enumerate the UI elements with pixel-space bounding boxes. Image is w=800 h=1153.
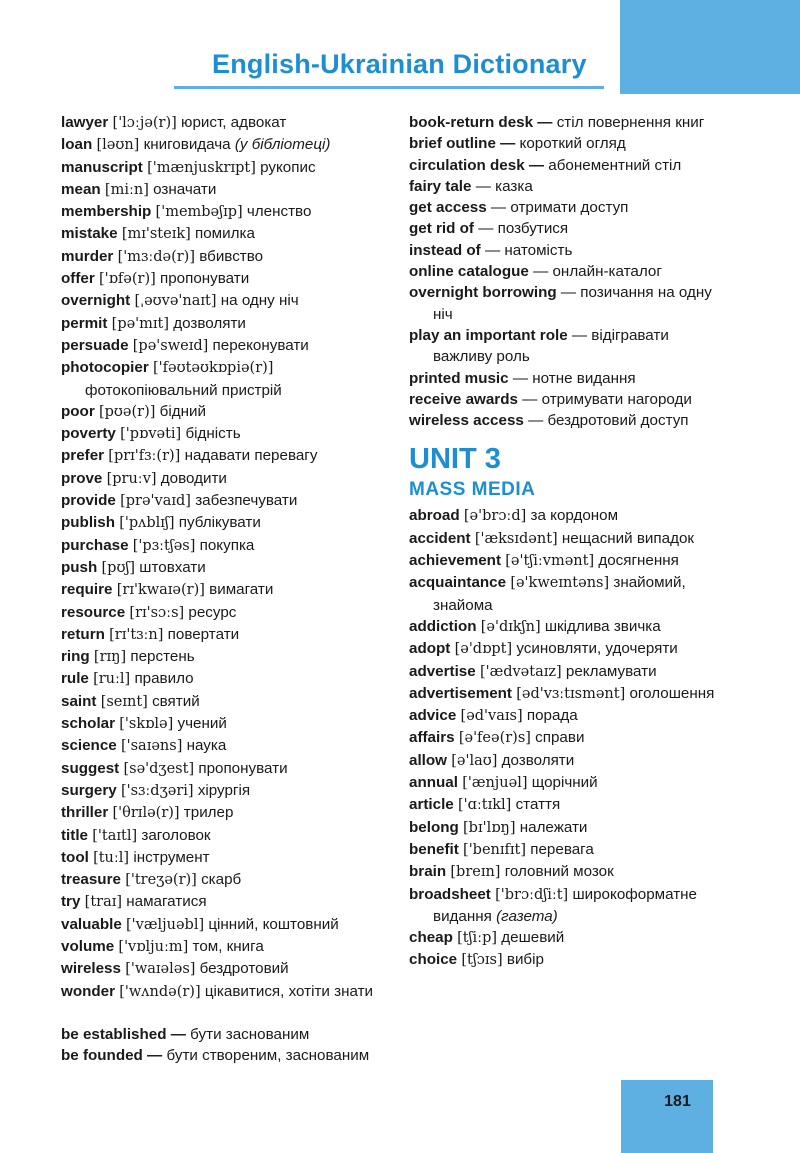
- translation: справи: [535, 729, 585, 747]
- headword: manuscript: [61, 158, 143, 176]
- translation: вбивство: [199, 247, 264, 265]
- headword: treasure: [61, 871, 121, 889]
- transcription: ['fəʊtəʊkɒpiə(r)]: [152, 360, 274, 377]
- transcription: [rɪ'tɜːn]: [109, 626, 164, 643]
- phrase-entry: [409, 389, 729, 410]
- phrase: printed music: [409, 369, 509, 387]
- headword: permit: [61, 314, 108, 332]
- dictionary-entry: [61, 579, 386, 601]
- headword: mistake: [61, 225, 118, 243]
- headword: annual: [409, 774, 458, 792]
- transcription: [bɪ'lɒŋ]: [463, 819, 516, 836]
- translation: дешевий: [501, 929, 565, 947]
- translation: означати: [153, 180, 217, 198]
- dictionary-entry: [409, 794, 729, 816]
- translation: досягнення: [598, 552, 679, 570]
- page-number-box: [621, 1080, 713, 1153]
- phrase-entry: [61, 1024, 386, 1045]
- transcription: [ə'brɔːd]: [463, 508, 527, 525]
- headword: addiction: [409, 617, 477, 635]
- dictionary-entry: [409, 528, 729, 550]
- headword: title: [61, 826, 89, 844]
- translation: бути заснованим: [190, 1025, 310, 1043]
- transcription: ['saɪəns]: [120, 738, 183, 755]
- translation: вимагати: [209, 581, 274, 599]
- dictionary-entry: [61, 357, 386, 401]
- headword: poverty: [61, 425, 116, 443]
- dictionary-entry: [61, 290, 386, 312]
- translation: — нотне видання: [512, 369, 636, 387]
- headword: require: [61, 581, 113, 599]
- translation: учений: [177, 715, 227, 733]
- translation: абонементний стіл: [548, 156, 682, 174]
- dictionary-entry: [61, 981, 386, 1003]
- phrase: online catalogue: [409, 263, 529, 281]
- dictionary-entry: [409, 661, 729, 683]
- transcription: ['pɜːtʃəs]: [132, 537, 196, 554]
- transcription: [ləʊn]: [96, 137, 140, 154]
- translation: цінний, коштовний: [208, 915, 339, 933]
- headword: photocopier: [61, 359, 149, 377]
- dictionary-entry: [61, 891, 386, 913]
- translation: — казка: [475, 177, 533, 195]
- phrase: be established —: [61, 1025, 186, 1043]
- translation: бідний: [159, 402, 206, 420]
- page-title: English-Ukrainian Dictionary: [212, 49, 587, 79]
- dictionary-entry: [61, 735, 386, 757]
- headword: return: [61, 625, 105, 643]
- transcription: [traɪ]: [84, 894, 123, 911]
- translation: головний мозок: [504, 863, 614, 881]
- transcription: ['benɪfɪt]: [463, 841, 527, 858]
- transcription: [tʃɔɪs]: [461, 952, 503, 969]
- transcription: ['ɒfə(r)]: [98, 271, 156, 288]
- translation: дозволяти: [173, 314, 246, 332]
- phrase: get access: [409, 199, 487, 217]
- translation: повертати: [167, 625, 240, 643]
- dictionary-entry: [409, 705, 729, 727]
- transcription: [rɪŋ]: [93, 649, 127, 666]
- transcription: ['skɒlə]: [119, 716, 174, 733]
- headword: choice: [409, 951, 458, 969]
- translation: забезпечувати: [195, 492, 298, 510]
- dictionary-entry: [61, 223, 386, 245]
- headword: publish: [61, 514, 115, 532]
- transcription: [seɪnt]: [100, 693, 148, 710]
- transcription: [miːn]: [104, 181, 149, 198]
- dictionary-entry: [61, 914, 386, 936]
- translation: заголовок: [141, 826, 211, 844]
- transcription: ['θrɪlə(r)]: [112, 805, 180, 822]
- dictionary-entry: [409, 505, 729, 527]
- phrase: fairy tale: [409, 177, 472, 195]
- dictionary-entry: [61, 401, 386, 423]
- translation: пропонувати: [160, 270, 250, 288]
- transcription: [sə'dʒest]: [123, 760, 195, 777]
- translation: щорічний: [531, 774, 598, 792]
- dictionary-entry: [61, 557, 386, 579]
- dictionary-entry: [61, 825, 386, 847]
- headword: prefer: [61, 447, 105, 465]
- dictionary-entry: [409, 727, 729, 749]
- translation: переконувати: [212, 336, 309, 354]
- phrase: overnight borrowing: [409, 284, 557, 302]
- transcription: [ˌəʊvə'naɪt]: [134, 293, 217, 310]
- transcription: ['ænjuəl]: [462, 775, 528, 792]
- translation: дозволяти: [501, 751, 575, 769]
- dictionary-entry: [61, 624, 386, 646]
- headword: resource: [61, 603, 126, 621]
- transcription: [pruːv]: [106, 470, 157, 487]
- dictionary-entry: [61, 847, 386, 869]
- dictionary-entry: [61, 869, 386, 891]
- unit-title: UNIT 3: [409, 443, 501, 476]
- headword: tool: [61, 848, 89, 866]
- phrase: be founded —: [61, 1047, 163, 1065]
- headword: science: [61, 737, 117, 755]
- headword: volume: [61, 937, 115, 955]
- headword: scholar: [61, 715, 116, 733]
- translation: широкоформатне видання: [433, 885, 697, 925]
- translation: — позбутися: [478, 220, 569, 238]
- headword: broadsheet: [409, 885, 491, 903]
- translation: вибір: [506, 951, 544, 969]
- transcription: ['ɑːtɪkl]: [457, 797, 512, 814]
- headword: lawyer: [61, 114, 109, 131]
- dictionary-entry: [61, 512, 386, 534]
- translation: шкідлива звичка: [544, 617, 661, 635]
- dictionary-entry: [409, 616, 729, 638]
- dictionary-entry: [61, 780, 386, 802]
- dictionary-entry: [61, 335, 386, 357]
- dictionary-entry: [409, 772, 729, 794]
- phrase-entry: [409, 112, 729, 133]
- translation: перевага: [530, 840, 594, 858]
- corner-color-block: [620, 0, 800, 94]
- left-column: [61, 112, 386, 1066]
- transcription: [pə'mɪt]: [111, 315, 170, 332]
- transcription: ['taɪtl]: [92, 827, 138, 844]
- dictionary-entry: [61, 535, 386, 557]
- translation: — бездротовий доступ: [528, 412, 689, 430]
- dictionary-entry: [61, 201, 386, 223]
- phrase-entry: [409, 282, 729, 325]
- translation: на одну ніч: [220, 292, 299, 310]
- headword: acquaintance: [409, 574, 507, 592]
- transcription: [rɪ'kwaɪə(r)]: [116, 582, 205, 599]
- translation: перстень: [130, 648, 195, 666]
- headword: purchase: [61, 536, 129, 554]
- translation: нещасний випадок: [561, 529, 695, 547]
- dictionary-entry: [61, 313, 386, 335]
- headword: advertisement: [409, 684, 512, 702]
- translation: належати: [519, 818, 588, 836]
- transcription: [pə'sweɪd]: [132, 337, 209, 354]
- translation: — онлайн-каталог: [533, 263, 662, 281]
- translation: оголошення: [629, 684, 715, 702]
- translation: бездротовий: [199, 960, 289, 978]
- transcription: [tʃiːp]: [457, 930, 498, 947]
- translation: юрист, адвокат: [181, 114, 287, 131]
- phrase: play an important role: [409, 326, 568, 344]
- translation: цікавитися, хотіти знати: [204, 982, 374, 1000]
- transcription: ['treʒə(r)]: [125, 872, 197, 889]
- dictionary-entry: [61, 423, 386, 445]
- headword: suggest: [61, 759, 120, 777]
- dictionary-entry: [61, 268, 386, 290]
- transcription: ['væljuəbl]: [126, 916, 205, 933]
- dictionary-entry: [409, 572, 729, 616]
- headword: try: [61, 893, 81, 911]
- headword: offer: [61, 270, 95, 288]
- translation: за кордоном: [530, 507, 619, 525]
- dictionary-entry: [61, 936, 386, 958]
- translation: — отримати доступ: [490, 199, 629, 217]
- translation: стіл повернення книг: [556, 114, 705, 131]
- transcription: ['waɪələs]: [125, 961, 196, 978]
- headword: article: [409, 796, 454, 814]
- transcription: [ə'feə(r)s]: [458, 730, 531, 747]
- phrase-entry: [409, 133, 729, 154]
- translation: фотокопіювальний пристрій: [85, 381, 282, 399]
- headword: advertise: [409, 662, 476, 680]
- transcription: [rɪ'sɔːs]: [129, 604, 185, 621]
- dictionary-entry: [61, 112, 386, 134]
- transcription: ['vɒljuːm]: [118, 938, 189, 955]
- dictionary-entry: [61, 802, 386, 824]
- headword: affairs: [409, 729, 455, 747]
- dictionary-entry: [409, 683, 729, 705]
- unit-subtitle: MASS MEDIA: [409, 479, 536, 501]
- title-underline: [174, 86, 604, 89]
- phrase-entry: [409, 325, 729, 368]
- dictionary-entry: [61, 602, 386, 624]
- headword: belong: [409, 818, 459, 836]
- translation: рекламувати: [565, 662, 657, 680]
- headword: overnight: [61, 292, 131, 310]
- headword: cheap: [409, 929, 453, 947]
- dictionary-entry: [409, 927, 729, 949]
- phrase: brief outline —: [409, 135, 516, 153]
- transcription: [mɪ'steɪk]: [121, 226, 191, 243]
- phrase-entry: [409, 240, 729, 261]
- headword: prove: [61, 469, 103, 487]
- translation: святий: [152, 692, 200, 710]
- headword: valuable: [61, 915, 122, 933]
- headword: adopt: [409, 640, 451, 658]
- translation: — натомість: [484, 241, 573, 259]
- translation: публікувати: [178, 514, 261, 532]
- dictionary-entry: [61, 157, 386, 179]
- dictionary-entry: [409, 949, 729, 971]
- dictionary-entry: [409, 817, 729, 839]
- usage-note: (у бібліотеці): [234, 136, 331, 154]
- transcription: ['wʌndə(r)]: [119, 983, 201, 1000]
- phrase: wireless access: [409, 412, 524, 430]
- translation: короткий огляд: [519, 135, 626, 153]
- right-entries-list: [409, 505, 729, 971]
- headword: provide: [61, 492, 116, 510]
- dictionary-entry: [61, 758, 386, 780]
- dictionary-entry: [61, 646, 386, 668]
- dictionary-entry: [61, 713, 386, 735]
- phrase: circulation desk —: [409, 156, 545, 174]
- translation: бути створеним, заснованим: [166, 1047, 370, 1065]
- transcription: ['pɒvəti]: [120, 426, 182, 443]
- phrase-entry: [409, 155, 729, 176]
- dictionary-entry: [61, 246, 386, 268]
- headword: push: [61, 558, 98, 576]
- translation: усиновляти, удочеряти: [516, 640, 678, 658]
- dictionary-entry: [409, 550, 729, 572]
- headword: rule: [61, 670, 89, 688]
- transcription: [ə'dɒpt]: [454, 641, 513, 658]
- transcription: [pʊʃ]: [101, 559, 136, 576]
- dictionary-entry: [61, 691, 386, 713]
- transcription: ['mɜːdə(r)]: [117, 248, 195, 265]
- headword: mean: [61, 180, 101, 198]
- translation: інструмент: [133, 848, 210, 866]
- transcription: ['brɔːdʃiːt]: [495, 886, 569, 903]
- page-number: 181: [664, 1093, 691, 1110]
- transcription: [ə'kweɪntəns]: [510, 575, 610, 592]
- phrase-entry: [409, 197, 729, 218]
- translation: правило: [134, 670, 194, 688]
- translation: пропонувати: [198, 759, 288, 777]
- headword: accident: [409, 529, 471, 547]
- dictionary-entry: [409, 750, 729, 772]
- transcription: ['lɔːjə(r)]: [112, 115, 177, 131]
- translation: намагатися: [126, 893, 207, 911]
- phrase-entry: [409, 218, 729, 239]
- translation: бідність: [185, 425, 241, 443]
- translation: штовхати: [139, 558, 206, 576]
- headword: murder: [61, 247, 114, 265]
- transcription: [prɪ'fɜː(r)]: [108, 448, 181, 465]
- headword: ring: [61, 648, 90, 666]
- phrase: book-return desk —: [409, 114, 553, 131]
- dictionary-entry: [61, 134, 386, 156]
- right-phrases-list: [409, 112, 729, 431]
- transcription: ['pʌblɪʃ]: [119, 515, 175, 532]
- translation: скарб: [201, 871, 242, 889]
- dictionary-entry: [409, 884, 729, 928]
- translation: хірургія: [197, 781, 251, 799]
- right-column: [409, 112, 729, 972]
- headword: surgery: [61, 781, 117, 799]
- transcription: [əd'vɜːtɪsmənt]: [516, 685, 626, 702]
- dictionary-entry: [409, 839, 729, 861]
- phrase-entry: [409, 368, 729, 389]
- translation: порада: [526, 707, 578, 725]
- headword: brain: [409, 863, 447, 881]
- transcription: [ə'tʃiːvmənt]: [505, 553, 595, 570]
- transcription: [ə'dɪkʃn]: [480, 618, 541, 635]
- translation: — позичання на одну ніч: [433, 284, 712, 323]
- transcription: [tuːl]: [93, 849, 130, 866]
- headword: poor: [61, 402, 95, 420]
- translation: знайомий, знайома: [433, 574, 686, 614]
- translation: доводити: [160, 469, 227, 487]
- translation: — отримувати нагороди: [522, 390, 692, 408]
- headword: thriller: [61, 804, 109, 822]
- dictionary-entry: [61, 958, 386, 980]
- translation: надавати перевагу: [184, 447, 318, 465]
- phrase-entry: [409, 176, 729, 197]
- translation: покупка: [199, 536, 255, 554]
- transcription: [ruːl]: [93, 671, 131, 688]
- transcription: ['sɜːdʒəri]: [120, 782, 194, 799]
- translation: книговидача: [143, 136, 231, 154]
- transcription: [əd'vaɪs]: [460, 708, 523, 725]
- dictionary-entry: [409, 861, 729, 883]
- headword: membership: [61, 203, 152, 221]
- dictionary-entry: [61, 668, 386, 690]
- translation: рукопис: [260, 158, 316, 176]
- dictionary-entry: [61, 468, 386, 490]
- transcription: ['æksɪdənt]: [474, 530, 558, 547]
- headword: advice: [409, 707, 457, 725]
- dictionary-entry: [61, 445, 386, 467]
- headword: abroad: [409, 507, 460, 525]
- translation: — відігравати важливу роль: [433, 326, 669, 366]
- left-phrases-list: [61, 1024, 386, 1067]
- headword: benefit: [409, 840, 459, 858]
- transcription: [breɪn]: [450, 864, 501, 881]
- translation: наука: [186, 737, 227, 755]
- phrase: instead of: [409, 241, 481, 259]
- translation: членство: [246, 203, 312, 221]
- headword: saint: [61, 692, 97, 710]
- headword: allow: [409, 751, 447, 769]
- spacer: [61, 1003, 386, 1024]
- left-entries-list: [61, 112, 386, 1003]
- dictionary-entry: [61, 179, 386, 201]
- phrase-entry: [61, 1045, 386, 1066]
- translation: том, книга: [192, 937, 264, 955]
- phrase: receive awards: [409, 390, 518, 408]
- transcription: ['membəʃɪp]: [155, 204, 243, 221]
- headword: loan: [61, 136, 93, 154]
- transcription: [prə'vaɪd]: [120, 493, 191, 510]
- headword: wonder: [61, 982, 116, 1000]
- usage-note: (газета): [496, 907, 558, 925]
- transcription: ['mænjuskrɪpt]: [147, 159, 256, 176]
- phrase: get rid of: [409, 220, 474, 238]
- phrase-entry: [409, 261, 729, 282]
- headword: achievement: [409, 552, 502, 570]
- translation: помилка: [195, 225, 255, 243]
- dictionary-entry: [61, 490, 386, 512]
- transcription: [ə'laʊ]: [451, 752, 498, 769]
- translation: ресурс: [188, 603, 237, 621]
- dictionary-entry: [409, 638, 729, 660]
- headword: persuade: [61, 336, 129, 354]
- phrase-entry: [409, 410, 729, 431]
- translation: трилер: [183, 804, 234, 822]
- headword: wireless: [61, 960, 121, 978]
- translation: стаття: [515, 796, 561, 814]
- transcription: ['ædvətaɪz]: [479, 663, 562, 680]
- transcription: [pʊə(r)]: [98, 403, 156, 420]
